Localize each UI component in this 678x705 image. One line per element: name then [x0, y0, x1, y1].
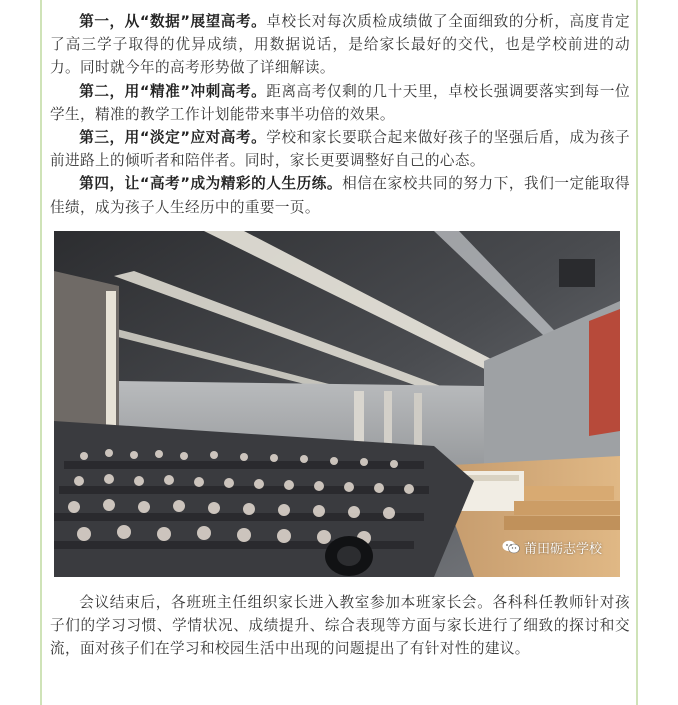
point-lead-1: 第一，从“数据”展望高考。 — [79, 13, 267, 30]
point-text-2: 距离高考仅剩的几十天里，卓校长强调要落实到每一位学生，精准的教学工作计划能带来事半功倍的效果。 — [50, 82, 630, 123]
auditorium-illustration — [54, 231, 620, 577]
watermark-text: 莆田砺志学校 — [523, 541, 602, 557]
point-paragraph-1 — [50, 10, 630, 80]
photo-watermark — [502, 538, 602, 557]
point-text-1: 卓校长对每次质检成绩做了全面细致的分析，高度肯定了高三学子取得的优异成绩，用数据说话，是给家长最好的交代，也是学校前进的动力。同时就今年的高考形势做了详细解读。 — [50, 13, 630, 77]
point-lead-2: 第二，用“精准”冲刺高考。 — [79, 82, 267, 100]
closing-paragraph: 会议结束后，各班班主任组织家长进入教室参加本班家长会。各科科任教师针对孩子们的学习习惯、学情状况、成绩提升、综合表现等方面与家长进行了细致的探讨和交流，面对孩子们在学习和校园生活中出现的问题提出了有针对性的建议。 — [50, 593, 630, 658]
article-body — [50, 0, 630, 660]
closing-section — [50, 577, 630, 661]
auditorium-photo[interactable] — [54, 231, 620, 577]
right-frame-border — [636, 0, 638, 705]
point-text-3: 学校和家长要联合起来做好孩子的坚强后盾，成为孩子前进路上的倾听者和陪伴者。同时，家长更要调整好自己的心态。 — [50, 129, 630, 170]
point-lead-4: 第四，让“高考”成为精彩的人生历练。 — [79, 175, 343, 193]
wechat-icon — [502, 540, 520, 554]
key-points-section — [50, 0, 630, 219]
point-paragraph-2 — [50, 80, 630, 126]
point-paragraph-3 — [50, 126, 630, 172]
left-frame-border — [40, 0, 42, 705]
point-lead-3: 第三，用“淡定”应对高考。 — [79, 129, 267, 147]
point-text-4: 相信在家校共同的努力下，我们一定能取得佳绩，成为孩子人生经历中的重要一页。 — [50, 175, 630, 216]
point-paragraph-4 — [50, 172, 630, 218]
